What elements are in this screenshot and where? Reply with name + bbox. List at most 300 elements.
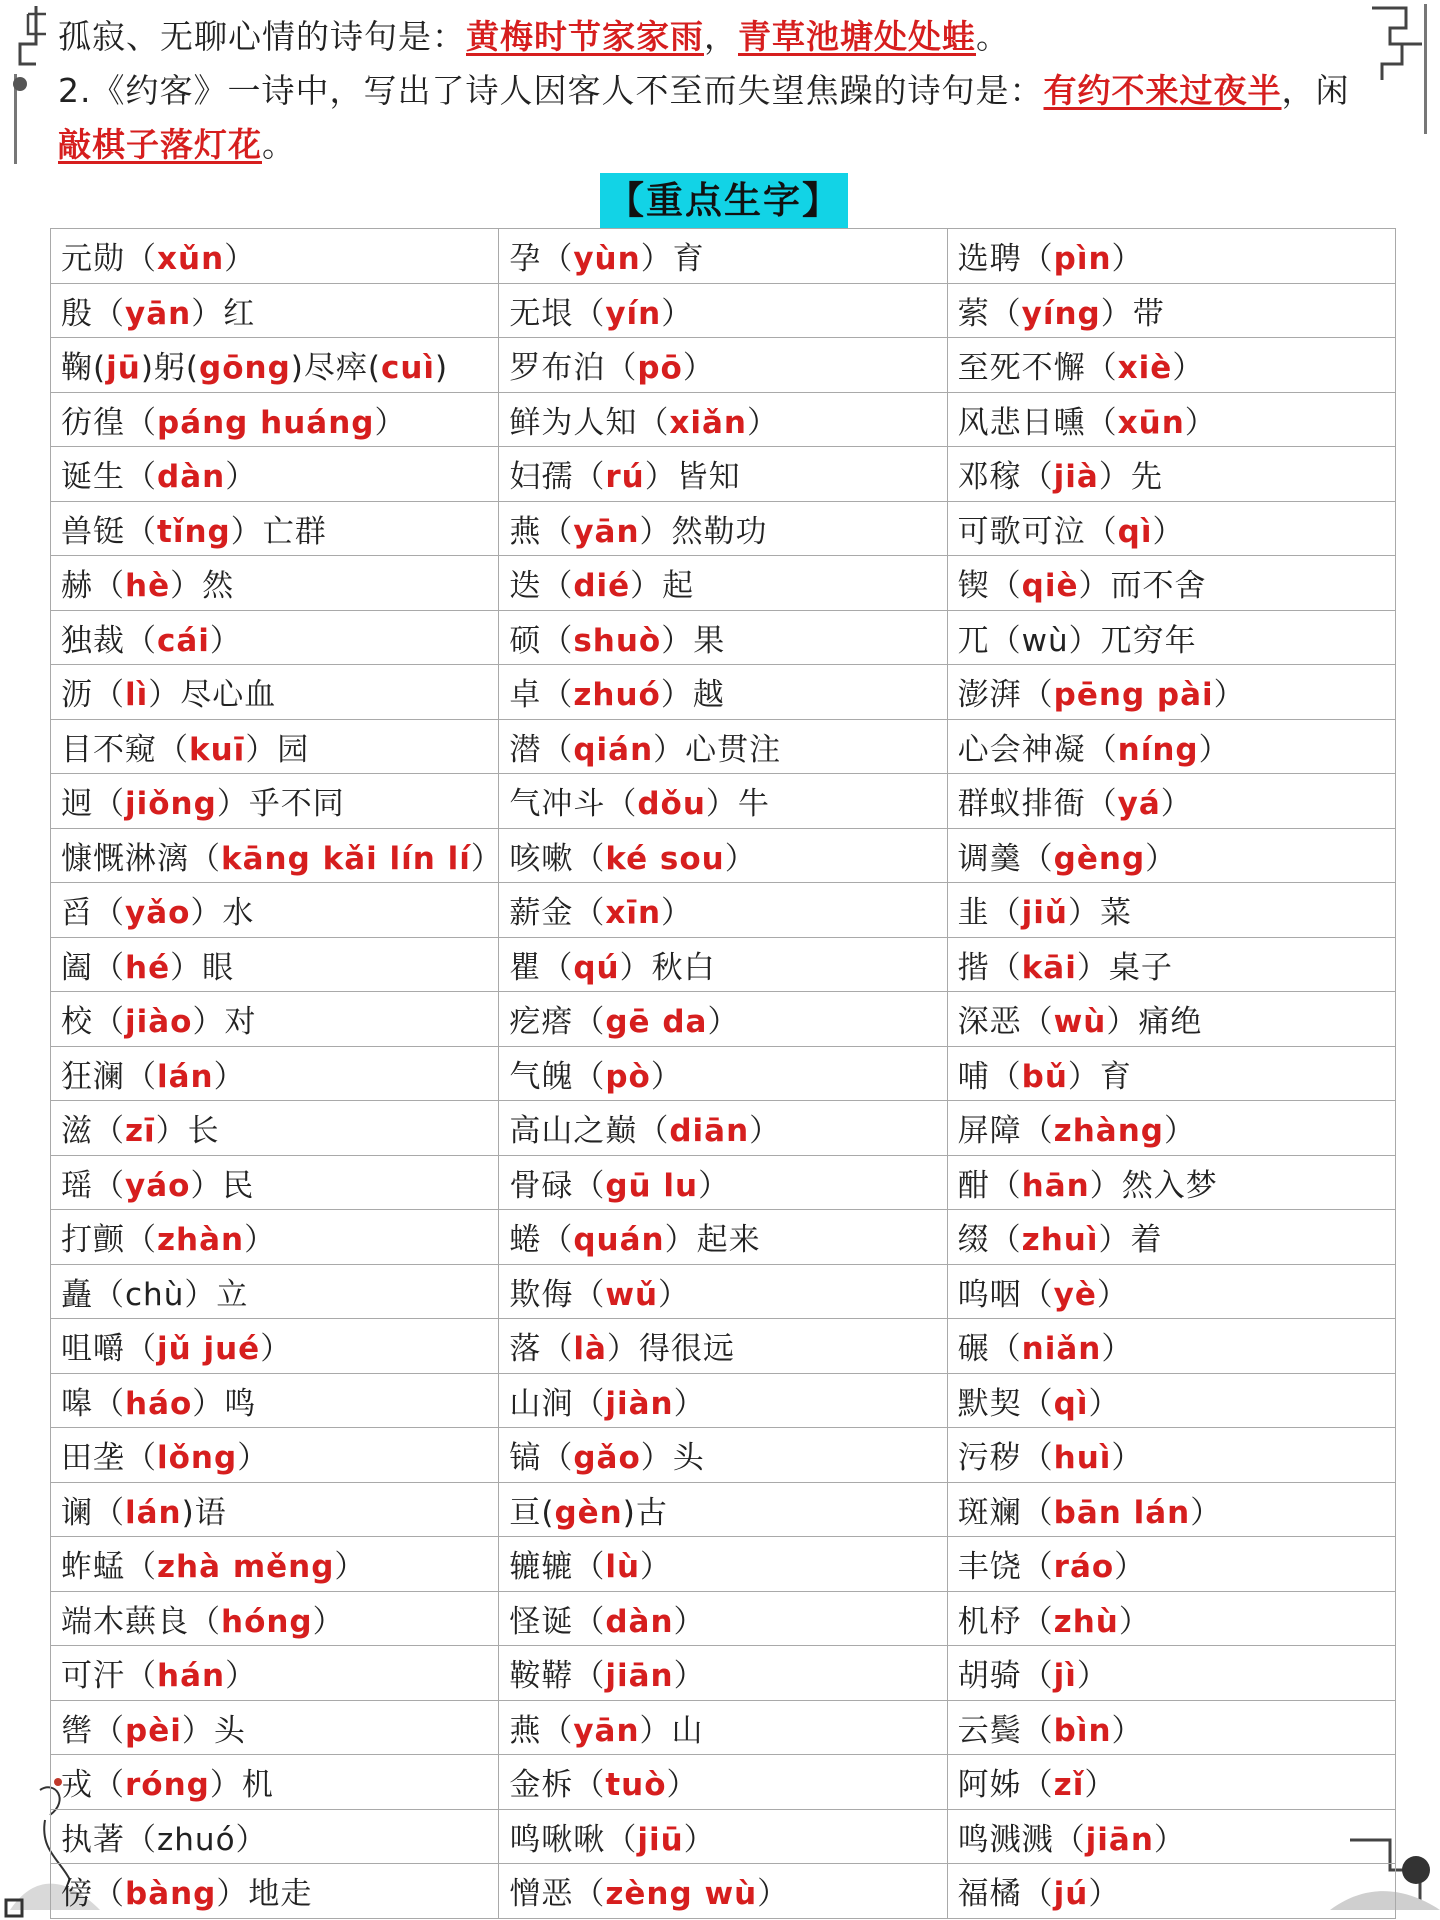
- pinyin: yè: [1053, 1276, 1097, 1313]
- word-text: ）: [1213, 677, 1246, 714]
- word-text: 韭（: [957, 895, 1022, 932]
- word-text: 哺（: [957, 1058, 1022, 1095]
- word-text: ）越: [660, 677, 725, 714]
- word-text: 镐（: [509, 1440, 574, 1477]
- word-text: ）: [666, 1767, 699, 1804]
- word-text: 斑斓（: [957, 1494, 1054, 1531]
- word-text: 赫（: [61, 568, 125, 605]
- vocab-cell: [947, 392, 1395, 447]
- word-text: 瞿（: [509, 949, 574, 986]
- vocab-cell: [499, 338, 947, 393]
- pinyin: bìn: [1053, 1712, 1112, 1749]
- word-text: 揩（: [957, 949, 1022, 986]
- section-title: 【重点生字】: [600, 173, 848, 229]
- word-text: ）: [235, 1821, 268, 1858]
- vocab-cell: [51, 828, 503, 883]
- pinyin: jiān: [1085, 1821, 1154, 1858]
- vocab-cell: [947, 610, 1395, 665]
- pinyin: bàng: [125, 1876, 217, 1913]
- pinyin: gōng: [199, 350, 291, 387]
- vocab-cell: [947, 556, 1395, 611]
- vocab-cell: [947, 1373, 1395, 1428]
- vocab-cell: [499, 774, 947, 829]
- word-text: 瑶（: [61, 1167, 125, 1204]
- vocab-cell: [51, 1210, 499, 1265]
- table-row: [51, 556, 1396, 611]
- word-text: ）然入梦: [1089, 1167, 1218, 1204]
- answer-2: 青草池塘处处蛙: [738, 17, 976, 56]
- vocab-cell: [51, 719, 499, 774]
- vocab-cell: [51, 610, 499, 665]
- answer-3: 有约不来过夜半: [1043, 71, 1282, 110]
- word-text: ）: [640, 1549, 673, 1586]
- word-text: ）秋白: [619, 949, 716, 986]
- pinyin: hān: [1021, 1167, 1090, 1204]
- word-text: ）对: [192, 1004, 257, 1041]
- word-text: ）: [673, 1385, 706, 1422]
- word-text: ）先: [1098, 459, 1163, 496]
- word-text: ）: [1101, 1331, 1134, 1368]
- word-text: ）带: [1100, 295, 1165, 332]
- word-text: 兀（: [957, 622, 1022, 659]
- word-text: ）: [749, 1113, 782, 1150]
- table-row: [51, 1755, 1396, 1810]
- pinyin: lù: [605, 1549, 641, 1586]
- word-text: ）亡群: [230, 513, 327, 550]
- vocab-cell: [947, 1101, 1395, 1156]
- word-text: 污秽（: [957, 1440, 1054, 1477]
- word-text: ）立: [184, 1276, 249, 1313]
- word-text: 迭（: [509, 568, 574, 605]
- table-row: [51, 937, 1396, 992]
- word-text: 锲（: [957, 568, 1022, 605]
- word-text: 薪金（: [509, 895, 606, 932]
- word-text: ）心贯注: [653, 731, 782, 768]
- word-text: )语: [181, 1494, 227, 1531]
- word-text: 辔（: [61, 1712, 125, 1749]
- word-text: ）: [1088, 1876, 1121, 1913]
- vocab-cell: [499, 937, 947, 992]
- word-text: 执著（: [61, 1821, 157, 1858]
- table-row: [51, 1646, 1396, 1701]
- word-text: 鞠(: [61, 350, 107, 387]
- word-text: ）: [225, 1658, 258, 1695]
- vocab-cell: [499, 719, 947, 774]
- pinyin: jiàn: [605, 1385, 674, 1422]
- table-row: [51, 501, 1396, 556]
- table-row: [51, 1700, 1396, 1755]
- pinyin: yān: [573, 1712, 640, 1749]
- word-text: ）: [650, 1058, 683, 1095]
- word-text: ）牛: [705, 786, 770, 823]
- pinyin: jiǔ: [1021, 895, 1068, 932]
- word-text: ）民: [190, 1167, 255, 1204]
- word-text: 殷（: [61, 295, 125, 332]
- table-row: [51, 1537, 1396, 1592]
- pinyin: xūn: [1117, 404, 1185, 441]
- table-row: [51, 1864, 1396, 1919]
- vocab-cell: [51, 1809, 499, 1864]
- pinyin: jǔ jué: [157, 1331, 261, 1368]
- word-text: ）: [673, 1658, 706, 1695]
- word-text: 风悲日曛（: [957, 404, 1118, 441]
- table-row: [51, 1482, 1396, 1537]
- word-text: ）鸣: [192, 1385, 257, 1422]
- pinyin: shuò: [573, 622, 662, 659]
- vocab-cell: [947, 229, 1395, 284]
- vocab-cell: [947, 937, 1395, 992]
- vocab-cell: [947, 1319, 1395, 1374]
- pinyin: jiān: [605, 1658, 674, 1695]
- word-text: ）: [682, 350, 715, 387]
- vocab-cell: [499, 229, 947, 284]
- word-text: ）育: [640, 241, 705, 278]
- vocab-cell: [51, 1101, 499, 1156]
- vocab-cell: [947, 1646, 1395, 1701]
- vocab-cell: [499, 1046, 947, 1101]
- word-text: 鸣啾啾（: [509, 1821, 638, 1858]
- vocab-cell: [499, 1319, 947, 1374]
- word-text: ）起来: [664, 1222, 761, 1259]
- word-text: ）育: [1067, 1058, 1132, 1095]
- word-text: ）: [1163, 1113, 1196, 1150]
- table-row: [51, 1319, 1396, 1374]
- vocab-cell: [51, 556, 499, 611]
- vocab-cell: [51, 1755, 499, 1810]
- word-text: ）园: [245, 731, 310, 768]
- word-text: 滋（: [61, 1113, 125, 1150]
- pinyin: xǔn: [157, 241, 225, 278]
- pinyin: gē da: [605, 1004, 708, 1041]
- vocab-cell: [947, 1210, 1395, 1265]
- vocab-cell: [947, 1264, 1395, 1319]
- table-row: [51, 1591, 1396, 1646]
- pinyin: háo: [125, 1385, 193, 1422]
- word-text: 至死不懈（: [957, 350, 1118, 387]
- word-text: 气冲斗（: [509, 786, 638, 823]
- pinyin: rú: [605, 459, 645, 496]
- vocab-cell: [51, 447, 499, 502]
- table-row: [51, 447, 1396, 502]
- pinyin: bǔ: [1021, 1058, 1068, 1095]
- pinyin: chù: [125, 1276, 185, 1313]
- word-text: ）头: [640, 1440, 705, 1477]
- pinyin: páng huáng: [157, 404, 375, 441]
- vocab-cell: [947, 1155, 1395, 1210]
- word-text: ）山: [639, 1712, 704, 1749]
- pinyin: ké sou: [605, 840, 725, 877]
- pinyin: qiè: [1021, 568, 1079, 605]
- vocab-cell: [499, 992, 947, 1047]
- table-row: [51, 665, 1396, 720]
- pinyin: jiū: [637, 1821, 684, 1858]
- table-row: [51, 229, 1396, 284]
- word-text: 心会神凝（: [957, 731, 1118, 768]
- vocab-cell: [51, 1700, 499, 1755]
- word-text: 狂澜（: [61, 1058, 157, 1095]
- word-text: 高山之巅（: [509, 1113, 670, 1150]
- word-text: ）皆知: [644, 459, 741, 496]
- vocab-cell: [947, 774, 1395, 829]
- word-text: 目不窥（: [61, 731, 189, 768]
- word-text: 罗布泊（: [509, 350, 638, 387]
- table-row: [51, 1809, 1396, 1864]
- vocab-cell: [51, 1155, 499, 1210]
- pinyin: jiào: [125, 1004, 193, 1041]
- word-text: 落（: [509, 1331, 574, 1368]
- word-text: ）: [661, 895, 694, 932]
- pinyin: yín: [605, 295, 662, 332]
- pinyin: zhà měng: [157, 1549, 335, 1586]
- vocabulary-table-body: [51, 229, 1396, 1919]
- vocab-cell: [947, 1809, 1395, 1864]
- word-text: 机杼（: [957, 1603, 1054, 1640]
- vocab-cell: [499, 1101, 947, 1156]
- word-text: 元勋（: [61, 241, 157, 278]
- pinyin: yíng: [1021, 295, 1101, 332]
- word-text: ）地走: [216, 1876, 313, 1913]
- word-text: ）: [1145, 840, 1178, 877]
- vocab-cell: [947, 828, 1395, 883]
- word-text: 咳嗽（: [509, 840, 606, 877]
- vocab-cell: [947, 1755, 1395, 1810]
- vocab-cell: [51, 1646, 499, 1701]
- period: 。: [976, 17, 1010, 56]
- word-text: 田垄（: [61, 1440, 157, 1477]
- pinyin: zhàn: [157, 1222, 245, 1259]
- word-text: 可汗（: [61, 1658, 157, 1695]
- pinyin: róng: [125, 1767, 210, 1804]
- vocab-cell: [51, 937, 499, 992]
- word-text: ）: [374, 404, 407, 441]
- word-text: ）: [757, 1876, 790, 1913]
- table-row: [51, 1210, 1396, 1265]
- word-text: 傍（: [61, 1876, 125, 1913]
- word-text: 欺侮（: [509, 1276, 606, 1313]
- word-text: 妇孺（: [509, 459, 606, 496]
- word-text: ）兀穷年: [1068, 622, 1197, 659]
- word-text: ）: [1184, 404, 1217, 441]
- table-row: [51, 719, 1396, 774]
- pinyin: tuò: [605, 1767, 667, 1804]
- vocab-cell: [499, 1537, 947, 1592]
- word-text: ）: [213, 1058, 246, 1095]
- pinyin: zī: [125, 1113, 156, 1150]
- vocab-cell: [51, 1264, 499, 1319]
- word-text: ）: [1198, 731, 1231, 768]
- word-text: 校（: [61, 1004, 125, 1041]
- word-text: )尽瘁(: [290, 350, 381, 387]
- intro-line1-prefix: 孤寂、无聊心情的诗句是：: [58, 17, 466, 56]
- vocab-cell: [51, 392, 499, 447]
- word-text: ）: [334, 1549, 367, 1586]
- word-text: ）机: [209, 1767, 274, 1804]
- word-text: ）: [224, 241, 257, 278]
- word-text: 气魄（: [509, 1058, 606, 1095]
- vocab-cell: [499, 392, 947, 447]
- pinyin: diān: [669, 1113, 750, 1150]
- word-text: ）: [1084, 1767, 1117, 1804]
- word-text: 无垠（: [509, 295, 606, 332]
- word-text: ）: [1172, 350, 1205, 387]
- word-text: ）长: [155, 1113, 220, 1150]
- word-text: 碾（: [957, 1331, 1022, 1368]
- word-text: ）: [260, 1331, 293, 1368]
- pinyin: zǐ: [1053, 1767, 1085, 1804]
- word-text: 迥（: [61, 786, 125, 823]
- pinyin: cuì: [380, 350, 436, 387]
- vocab-cell: [499, 556, 947, 611]
- word-text: 燕（: [509, 1712, 574, 1749]
- table-row: [51, 1155, 1396, 1210]
- word-text: ）果: [661, 622, 726, 659]
- word-text: 卓（: [509, 677, 574, 714]
- pinyin: wǔ: [605, 1276, 659, 1313]
- word-text: 硕（: [509, 622, 574, 659]
- word-text: 独裁（: [61, 622, 157, 659]
- word-text: ）红: [191, 295, 256, 332]
- word-text: 缀（: [957, 1222, 1022, 1259]
- word-text: ）: [1153, 1821, 1186, 1858]
- vocab-cell: [499, 828, 947, 883]
- table-row: [51, 992, 1396, 1047]
- vocab-cell: [51, 1537, 499, 1592]
- word-text: 福橘（: [957, 1876, 1054, 1913]
- word-text: 骨碌（: [509, 1167, 606, 1204]
- pinyin: kāng kǎi lín lí: [221, 840, 471, 877]
- pinyin: cái: [157, 622, 210, 659]
- pinyin: zhuì: [1021, 1222, 1099, 1259]
- word-text: ）: [312, 1603, 345, 1640]
- pinyin: yá: [1117, 786, 1161, 823]
- vocab-cell: [947, 992, 1395, 1047]
- word-text: 憎恶（: [509, 1876, 606, 1913]
- pinyin: dǒu: [637, 786, 706, 823]
- word-text: ）然勒功: [639, 513, 768, 550]
- vocab-cell: [947, 501, 1395, 556]
- pinyin: huì: [1053, 1440, 1112, 1477]
- table-row: [51, 774, 1396, 829]
- vocab-cell: [947, 1864, 1395, 1919]
- pinyin: xīn: [605, 895, 662, 932]
- pinyin: zhàng: [1053, 1113, 1164, 1150]
- vocab-cell: [499, 283, 947, 338]
- vocab-cell: [499, 1646, 947, 1701]
- pinyin: gèng: [1053, 840, 1146, 877]
- table-row: [51, 392, 1396, 447]
- pinyin: yān: [125, 295, 192, 332]
- word-text: 彷徨（: [61, 404, 157, 441]
- intro-line-1: [58, 10, 1398, 64]
- vocab-cell: [947, 1046, 1395, 1101]
- vocab-cell: [499, 1864, 947, 1919]
- word-text: ）: [683, 1821, 716, 1858]
- word-text: ）: [470, 840, 503, 877]
- vocab-cell: [499, 1700, 947, 1755]
- vocab-cell: [499, 610, 947, 665]
- separator: ，: [704, 17, 738, 56]
- word-text: 打颤（: [61, 1222, 157, 1259]
- word-text: 怪诞（: [509, 1603, 606, 1640]
- word-text: ）着: [1098, 1222, 1163, 1259]
- word-text: 孕（: [509, 241, 574, 278]
- pinyin: lán: [157, 1058, 214, 1095]
- table-row: [51, 1428, 1396, 1483]
- word-text: ）: [1111, 1712, 1144, 1749]
- pinyin: bān lán: [1053, 1494, 1191, 1531]
- word-text: 默契（: [957, 1385, 1054, 1422]
- intro-text: [58, 10, 1398, 172]
- vocab-cell: [499, 1809, 947, 1864]
- vocabulary-table: [50, 228, 1396, 1919]
- word-text: 阖（: [61, 949, 125, 986]
- vocab-cell: [51, 338, 499, 393]
- word-text: ）桌子: [1076, 949, 1173, 986]
- vocab-cell: [51, 501, 499, 556]
- vocab-cell: [499, 1482, 947, 1537]
- vocab-cell: [51, 229, 499, 284]
- word-text: )躬(: [140, 350, 200, 387]
- answer-4: 敲棋子落灯花: [58, 125, 262, 164]
- pinyin: jì: [1053, 1658, 1077, 1695]
- vocab-cell: [51, 1591, 499, 1646]
- vocab-cell: [947, 447, 1395, 502]
- vocab-cell: [499, 1755, 947, 1810]
- word-text: ）乎不同: [216, 786, 345, 823]
- pinyin: xiǎn: [669, 404, 747, 441]
- pinyin: kāi: [1021, 949, 1077, 986]
- pinyin: lì: [125, 677, 149, 714]
- pinyin: dié: [573, 568, 631, 605]
- pinyin: jú: [1053, 1876, 1089, 1913]
- corner-ornament-top-left: [6, 4, 54, 164]
- vocab-cell: [947, 283, 1395, 338]
- word-text: 山涧（: [509, 1385, 606, 1422]
- word-text: ）: [1118, 1603, 1151, 1640]
- pinyin: zhù: [1053, 1603, 1119, 1640]
- word-text: ）得很远: [606, 1331, 735, 1368]
- word-text: ）: [707, 1004, 740, 1041]
- vocab-cell: [499, 1373, 947, 1428]
- word-text: ）菜: [1067, 895, 1132, 932]
- pinyin: dàn: [605, 1603, 674, 1640]
- pinyin: gǎo: [573, 1440, 641, 1477]
- pinyin: zhuó: [573, 677, 661, 714]
- answer-1: 黄梅时节家家雨: [466, 17, 704, 56]
- word-text: ）: [1111, 1440, 1144, 1477]
- pinyin: hé: [125, 949, 171, 986]
- word-text: 鲜为人知（: [509, 404, 670, 441]
- vocab-cell: [51, 1482, 499, 1537]
- word-text: 酣（: [957, 1167, 1022, 1204]
- word-text: ）: [1088, 1385, 1121, 1422]
- pinyin: pō: [637, 350, 683, 387]
- pinyin: jū: [106, 350, 141, 387]
- vocab-cell: [947, 1591, 1395, 1646]
- word-text: ）然: [170, 568, 235, 605]
- pinyin: niǎn: [1021, 1331, 1102, 1368]
- word-text: ）头: [181, 1712, 246, 1749]
- word-text: 亘(: [509, 1494, 555, 1531]
- word-text: ）: [237, 1440, 270, 1477]
- vocab-cell: [947, 719, 1395, 774]
- vocab-cell: [947, 1482, 1395, 1537]
- vocab-cell: [51, 665, 499, 720]
- word-text: 戎（: [61, 1767, 125, 1804]
- vocab-cell: [51, 992, 499, 1047]
- pinyin: là: [573, 1331, 607, 1368]
- table-row: [51, 1264, 1396, 1319]
